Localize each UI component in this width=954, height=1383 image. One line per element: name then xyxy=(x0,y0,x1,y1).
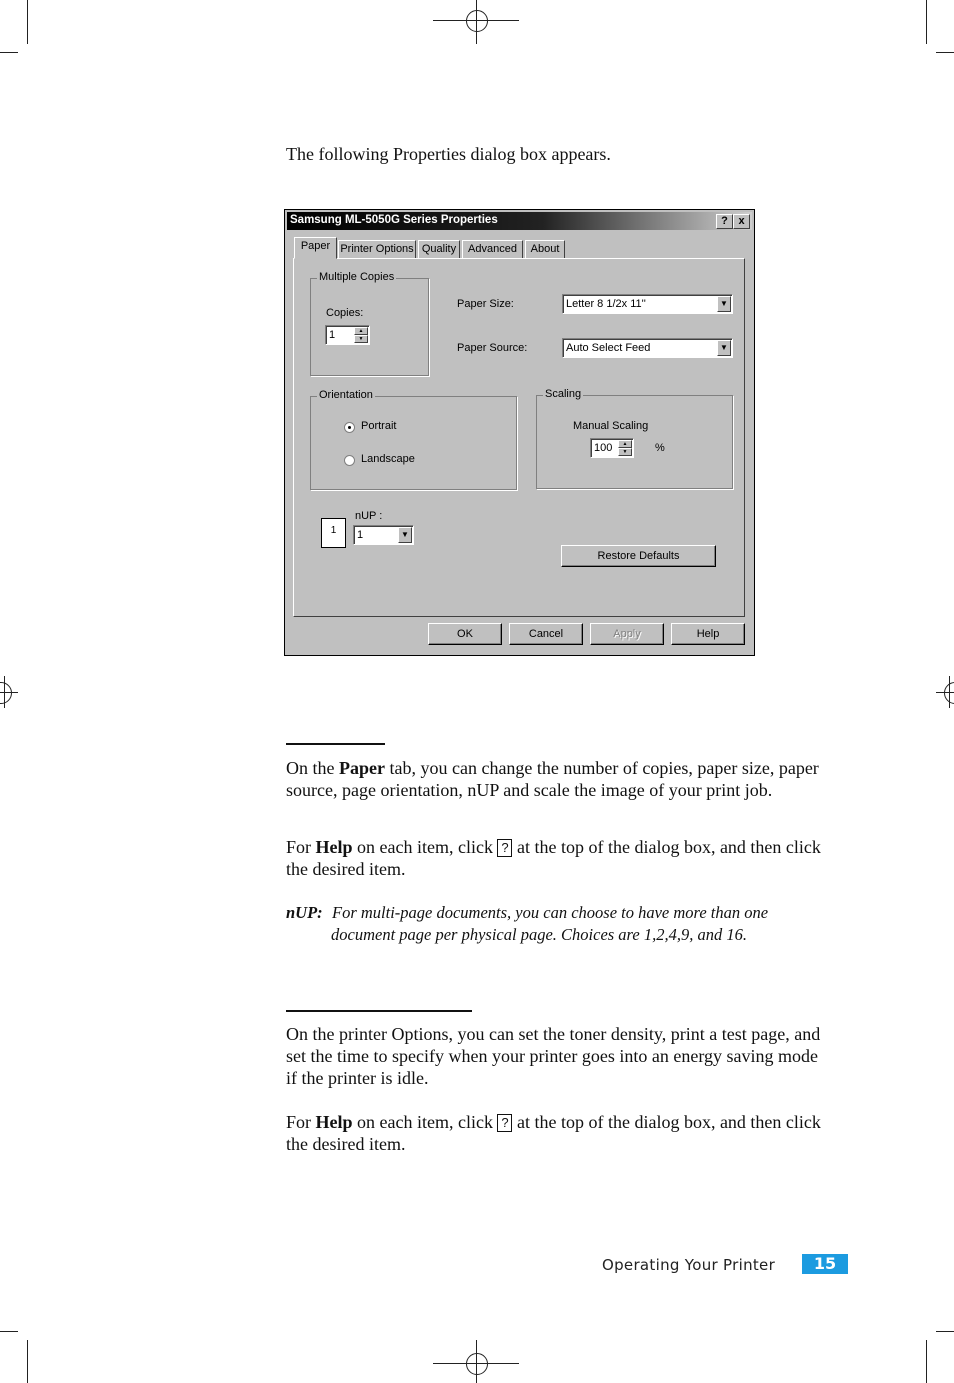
tab-about[interactable]: About xyxy=(525,240,565,258)
copies-value: 1 xyxy=(329,329,336,341)
properties-dialog xyxy=(284,209,755,656)
chevron-down-icon[interactable]: ▼ xyxy=(717,340,731,356)
scaling-stepper[interactable] xyxy=(590,438,634,458)
restore-defaults-button[interactable]: Restore Defaults xyxy=(561,545,716,567)
copies-spin-buttons[interactable]: ▲ ▼ xyxy=(354,327,368,343)
scaling-unit: % xyxy=(655,442,665,454)
nup-value: 1 xyxy=(357,529,364,541)
apply-button[interactable]: Apply xyxy=(590,623,664,645)
scaling-label: Scaling xyxy=(545,388,582,400)
orientation-label: Orientation xyxy=(319,389,373,401)
intro-text: The following Properties dialog box appears. xyxy=(286,144,611,164)
section-rule xyxy=(286,1010,472,1012)
close-button[interactable]: x xyxy=(733,214,750,229)
footer-title: Operating Your Printer xyxy=(602,1256,776,1274)
portrait-label[interactable]: Portrait xyxy=(361,420,397,432)
manual-scaling-label: Manual Scaling xyxy=(573,420,649,432)
paper-source-value: Auto Select Feed xyxy=(566,342,651,354)
paper-size-value: Letter 8 1/2x 11'' xyxy=(566,298,646,310)
help-question-icon: ? xyxy=(497,839,512,857)
dialog-title: Samsung ML-5050G Series Properties xyxy=(290,214,498,226)
options-paragraph: On the printer Options, you can set the toner density, print a test page, and set the time to specify when your printer goes into an energy saving mode if the printer is idle. xyxy=(286,1024,821,1088)
paper-tab-panel xyxy=(293,258,745,617)
help-question-icon: ? xyxy=(497,1114,512,1132)
dialog-titlebar xyxy=(287,212,752,230)
paper-paragraph: On the Paper tab, you can change the number of copies, paper size, paper source, page orientation, nUP and scale the image of your print job. xyxy=(286,758,819,800)
landscape-radio[interactable] xyxy=(344,455,355,466)
tab-advanced[interactable]: Advanced xyxy=(462,240,523,258)
paper-help-paragraph: For Help on each item, click ? at the top of the dialog box, and then click the desired item. xyxy=(286,837,821,879)
paper-source-select[interactable] xyxy=(562,338,733,358)
portrait-radio[interactable] xyxy=(344,422,355,433)
chevron-down-icon[interactable]: ▼ xyxy=(717,296,731,312)
help-question-button[interactable]: ? xyxy=(716,214,733,229)
tab-quality[interactable]: Quality xyxy=(418,240,460,258)
nup-page-icon-number: 1 xyxy=(330,525,337,536)
copies-stepper[interactable] xyxy=(325,325,370,345)
scaling-spin-buttons[interactable]: ▲ ▼ xyxy=(618,440,632,456)
scaling-group xyxy=(536,388,733,489)
scaling-value: 100 xyxy=(594,442,613,454)
orientation-group xyxy=(310,389,517,490)
nup-note-text: For multi-page documents, you can choose to have more than one document page per physical page. Choices are 1,2,4,9, and 16. xyxy=(331,903,769,944)
paper-size-label: Paper Size: xyxy=(457,298,514,310)
page-number: 15 xyxy=(802,1254,848,1274)
multiple-copies-group xyxy=(310,271,429,376)
chevron-down-icon[interactable]: ▼ xyxy=(398,527,412,543)
tab-paper[interactable]: Paper xyxy=(294,237,337,259)
multiple-copies-label: Multiple Copies xyxy=(319,271,395,283)
landscape-label[interactable]: Landscape xyxy=(361,453,415,465)
paper-size-select[interactable] xyxy=(562,294,733,314)
copies-label: Copies: xyxy=(326,307,364,319)
nup-label: nUP : xyxy=(355,510,383,522)
nup-note-term: nUP: xyxy=(286,903,323,922)
section-rule xyxy=(286,743,385,745)
nup-select[interactable] xyxy=(353,525,414,545)
nup-page-icon xyxy=(321,518,346,548)
cancel-button[interactable]: Cancel xyxy=(509,623,583,645)
ok-button[interactable]: OK xyxy=(428,623,502,645)
help-button[interactable]: Help xyxy=(671,623,745,645)
tab-printer-options[interactable]: Printer Options xyxy=(338,240,416,258)
paper-source-label: Paper Source: xyxy=(457,342,528,354)
options-help-paragraph: For Help on each item, click ? at the top of the dialog box, and then click the desired item. xyxy=(286,1112,821,1154)
radio-selected-dot xyxy=(348,426,351,429)
